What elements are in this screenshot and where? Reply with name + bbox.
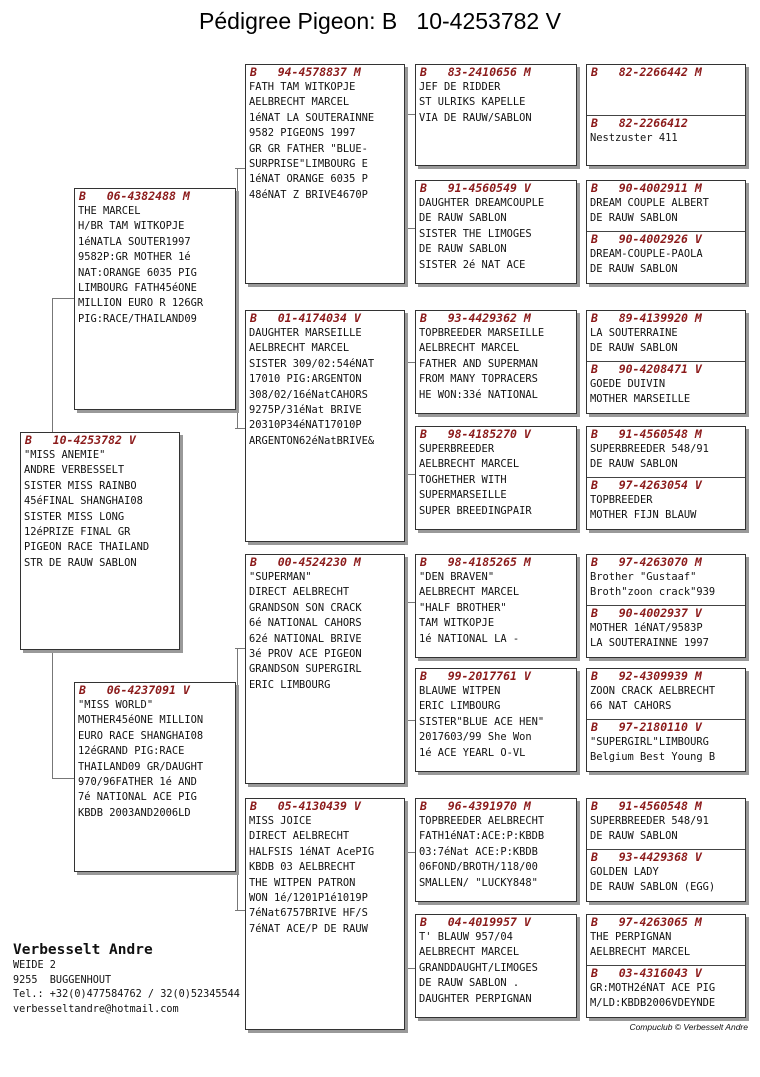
pigeon-description-line: DIRECT AELBRECHT: [249, 586, 350, 599]
pigeon-entry: [416, 181, 576, 273]
pigeon-description-line: STR DE RAUW SABLON: [24, 556, 137, 569]
pigeon-description-line: 1éNAT LA SOUTERAINNE: [249, 111, 375, 124]
ggp-box-5: [415, 554, 577, 658]
pigeon-description-line: AELBRECHT MARCEL: [419, 458, 520, 471]
pigeon-description-line: GRANDDAUGHT/LIMOGES: [419, 961, 538, 974]
ring-number: B 91-4560548 M: [591, 427, 702, 441]
pigeon-description-line: AELBRECHT MARCEL: [419, 586, 520, 599]
ring-number: B 96-4391970 M: [420, 799, 531, 813]
pigeon-description-line: DE RAUW SABLON: [590, 830, 678, 843]
breeder-email-link[interactable]: verbesseltandre@hotmail.com: [13, 1003, 179, 1015]
pigeon-description-line: 1é NATIONAL LA -: [419, 632, 520, 645]
pigeon-description-line: FATHER AND SUPERMAN: [419, 357, 538, 370]
gggp-box-7: [586, 798, 746, 902]
pigeon-description-line: DE RAUW SABLON: [590, 212, 678, 225]
pigeon-description-line: DAUGHTER PERPIGNAN: [419, 992, 532, 1005]
pigeon-description-line: Brother "Gustaaf": [590, 571, 697, 583]
ring-number: B 97-4263065 M: [591, 915, 702, 929]
gggp-box-4: [586, 426, 746, 530]
pigeon-description-line: 1éNATLA SOUTER1997: [78, 235, 191, 248]
ggp-box-6: [415, 668, 577, 772]
pigeon-entry: [587, 311, 745, 361]
ring-number: B 97-2180110 V: [591, 720, 702, 734]
pigeon-description-line: DAUGHTER MARSEILLE: [249, 327, 362, 339]
ring-number: B 98-4185265 M: [420, 555, 531, 569]
pigeon-description-line: KBDB 2003AND2006LD: [78, 806, 191, 819]
pigeon-description-line: EURO RACE SHANGHAI08: [78, 729, 204, 742]
pigeon-description-line: DREAM COUPLE ALBERT: [590, 197, 709, 209]
pigeon-entry: [246, 555, 404, 693]
pigeon-description-line: 48éNAT Z BRIVE4670P: [249, 188, 368, 201]
pigeon-description-line: 9582P:GR MOTHER 1é: [78, 251, 191, 264]
pigeon-description-line: GOLDEN LADY: [590, 866, 659, 878]
ggp-box-7: [415, 798, 577, 902]
pigeon-entry: [587, 719, 745, 772]
breeder-city-line: 9255 BUGGENHOUT: [13, 974, 112, 986]
pigeon-description-line: 66 NAT CAHORS: [590, 700, 672, 713]
pigeon-description-line: GRANDSON SON CRACK: [249, 601, 362, 614]
pigeon-description-line: 6é NATIONAL CAHORS: [249, 617, 362, 630]
pigeon-entry: [246, 799, 404, 937]
pigeon-description-line: THAILAND09 GR/DAUGHT: [78, 760, 204, 773]
pigeon-description-line: SISTER"BLUE ACE HEN": [419, 715, 545, 728]
gggp-box-1: [586, 64, 746, 166]
gggp-box-3: [586, 310, 746, 414]
pigeon-description-line: DREAM-COUPLE-PAOLA: [590, 248, 703, 260]
pigeon-description-line: SUPERBREEDER 548/91: [590, 815, 709, 827]
pigeon-entry: [587, 669, 745, 719]
pigeon-description-line: TOPBREEDER: [590, 494, 653, 506]
ring-number: B 94-4578837 M: [250, 65, 361, 79]
pigeon-description-line: Nestzuster 411: [590, 132, 678, 144]
pigeon-description-line: WON 1é/1201P1é1019P: [249, 892, 368, 905]
ggp-box-8: [415, 914, 577, 1018]
pigeon-entry: [587, 965, 745, 1018]
pigeon-description-line: SISTER MISS LONG: [24, 510, 125, 523]
pigeon-description-line: DE RAUW SABLON .: [419, 977, 520, 990]
pigeon-entry: [587, 605, 745, 658]
dam-box: [74, 682, 236, 872]
pigeon-description-line: TAM WITKOPJE: [419, 617, 495, 630]
gggp-box-8: [586, 914, 746, 1018]
pigeon-description-line: DAUGHTER DREAMCOUPLE: [419, 197, 545, 209]
pigeon-description-line: JEF DE RIDDER: [419, 81, 501, 93]
ring-number: B 00-4524230 M: [250, 555, 361, 569]
pigeon-description-line: FATH TAM WITKOPJE: [249, 81, 356, 93]
pigeon-description-line: HE WON:33é NATIONAL: [419, 388, 538, 401]
ring-number: B 97-4263054 V: [591, 478, 702, 492]
pigeon-description-line: 7é NATIONAL ACE PIG: [78, 791, 197, 804]
pigeon-description-line: ZOON CRACK AELBRECHT: [590, 685, 716, 697]
pigeon-description-line: ERIC LIMBOURG: [249, 678, 331, 691]
pigeon-entry: [587, 231, 745, 284]
breeder-info: [13, 942, 240, 1017]
pigeon-description-line: MOTHER FIJN BLAUW: [590, 509, 697, 522]
pigeon-entry: [246, 65, 404, 203]
pigeon-description-line: NAT:ORANGE 6035 PIG: [78, 266, 197, 279]
pigeon-description-line: BLAUWE WITPEN: [419, 685, 501, 697]
pigeon-description-line: 9275P/31éNat BRIVE: [249, 404, 362, 417]
pigeon-description-line: MOTHER 1éNAT/9583P: [590, 622, 703, 634]
pigeon-description-line: SUPERBREEDER 548/91: [590, 443, 709, 455]
pigeon-description-line: ANDRE VERBESSELT: [24, 464, 125, 477]
pigeon-entry: [416, 65, 576, 126]
pigeon-description-line: MOTHER45éONE MILLION: [78, 714, 204, 727]
ring-number: B 98-4185270 V: [420, 427, 531, 441]
pigeon-entry: [416, 915, 576, 1007]
pigeon-entry: [246, 311, 404, 449]
ring-number: B 90-4002937 V: [591, 606, 702, 620]
pigeon-description-line: ST ULRIKS KAPELLE: [419, 96, 526, 109]
pigeon-description-line: T' BLAUW 957/04: [419, 931, 513, 943]
ring-number: B 93-4429362 M: [420, 311, 531, 325]
ggp-box-2: [415, 180, 577, 284]
pigeon-description-line: AELBRECHT MARCEL: [249, 96, 350, 109]
ring-number: B 03-4316043 V: [591, 966, 702, 980]
pigeon-description-line: SURPRISE"LIMBOURG E: [249, 158, 368, 171]
pigeon-description-line: 12éPRIZE FINAL GR: [24, 526, 131, 539]
sire-box: [74, 188, 236, 410]
pigeon-description-line: 308/02/16éNatCAHORS: [249, 388, 368, 401]
pigeon-description-line: TOPBREEDER MARSEILLE: [419, 327, 545, 339]
ring-number: B 92-4309939 M: [591, 669, 702, 683]
pigeon-entry: [416, 799, 576, 891]
pigeon-description-line: LIMBOURG FATH45éONE: [78, 282, 197, 295]
pigeon-description-line: DE RAUW SABLON: [419, 212, 507, 225]
breeder-name: Verbesselt Andre: [13, 942, 153, 958]
ring-number: B 90-4002926 V: [591, 232, 702, 246]
ring-number: B 04-4019957 V: [420, 915, 531, 929]
ring-number: B 90-4002911 M: [591, 181, 702, 195]
pigeon-description-line: ARGENTON62éNatBRIVE&: [249, 434, 375, 447]
pigeon-description-line: PIG:RACE/THAILAND09: [78, 312, 197, 325]
pigeon-entry: [416, 669, 576, 761]
pigeon-entry: [587, 65, 745, 115]
pigeon-description-line: 1éNAT ORANGE 6035 P: [249, 173, 368, 186]
ring-number: B 05-4130439 V: [250, 799, 361, 813]
pigeon-entry: [416, 555, 576, 647]
pigeon-description-line: SUPERBREEDER: [419, 443, 495, 455]
pigeon-description-line: 06FOND/BROTH/118/00: [419, 861, 538, 874]
pigeon-description-line: 17010 PIG:ARGENTON: [249, 373, 362, 386]
pigeon-description-line: SUPER BREEDINGPAIR: [419, 504, 532, 517]
pigeon-description-line: SISTER 2é NAT ACE: [419, 258, 526, 271]
pigeon-description-line: "MISS ANEMIE": [24, 449, 106, 461]
pigeon-description-line: M/LD:KBDB2006VDEYNDE: [590, 997, 716, 1010]
pigeon-description-line: KBDB 03 AELBRECHT: [249, 861, 356, 874]
pigeon-description-line: 45éFINAL SHANGHAI08: [24, 495, 143, 508]
ring-number: B 01-4174034 V: [250, 311, 361, 325]
pigeon-entry: [416, 427, 576, 519]
pigeon-description-line: "SUPERMAN": [249, 571, 312, 583]
pigeon-description-line: H/BR TAM WITKOPJE: [78, 220, 185, 233]
pigeon-description-line: 9582 PIGEONS 1997: [249, 127, 356, 140]
pigeon-description-line: VIA DE RAUW/SABLON: [419, 111, 532, 124]
pigeon-description-line: LA SOUTERAINNE 1997: [590, 637, 709, 650]
pigeon-description-line: DIRECT AELBRECHT: [249, 830, 350, 843]
pigeon-description-line: DE RAUW SABLON (EGG): [590, 881, 716, 894]
pigeon-description-line: LA SOUTERRAINE: [590, 327, 678, 339]
pigeon-description-line: "HALF BROTHER": [419, 601, 507, 614]
ggp-box-1: [415, 64, 577, 166]
pigeon-description-line: 62é NATIONAL BRIVE: [249, 632, 362, 645]
pigeon-description-line: MISS JOICE: [249, 815, 312, 827]
pigeon-description-line: SISTER 309/02:54éNAT: [249, 357, 375, 370]
ring-number: B 06-4382488 M: [79, 189, 190, 203]
pigeon-description-line: 12éGRAND PIG:RACE: [78, 745, 185, 758]
copyright-footer: Compuclub © Verbesselt Andre: [629, 1022, 748, 1032]
pigeon-entry: [587, 361, 745, 414]
ring-number: B 90-4208471 V: [591, 362, 702, 376]
pigeon-description-line: 3é PROV ACE PIGEON: [249, 648, 362, 661]
pigeon-entry: [587, 115, 745, 166]
ring-number: B 83-2410656 M: [420, 65, 531, 79]
pigeon-description-line: 20310P34éNAT17010P: [249, 419, 362, 432]
pigeon-entry: [587, 181, 745, 231]
pigeon-description-line: THE MARCEL: [78, 205, 141, 217]
ring-number: B 91-4560548 M: [591, 799, 702, 813]
pigeon-entry: [587, 849, 745, 902]
gggp-box-5: [586, 554, 746, 658]
pigeon-description-line: "DEN BRAVEN": [419, 571, 495, 583]
pigeon-description-line: AELBRECHT MARCEL: [249, 342, 350, 355]
pigeon-description-line: "MISS WORLD": [78, 699, 154, 711]
pigeon-entry: [587, 915, 745, 965]
pigeon-description-line: 2017603/99 She Won: [419, 731, 532, 744]
pigeon-description-line: 03:7éNat ACE:P:KBDB: [419, 845, 538, 858]
pigeon-description-line: Broth"zoon crack"939: [590, 586, 716, 599]
breeder-address-line: WEIDE 2: [13, 960, 56, 971]
pigeon-description-line: DE RAUW SABLON: [419, 243, 507, 256]
pigeon-entry: [587, 427, 745, 477]
pigeon-description-line: DE RAUW SABLON: [590, 342, 678, 355]
pigeon-description-line: THE WITPEN PATRON: [249, 876, 356, 889]
ring-number: B 99-2017761 V: [420, 669, 531, 683]
pigeon-entry: [75, 683, 235, 821]
ggp-box-4: [415, 426, 577, 530]
pigeon-description-line: 970/96FATHER 1é AND: [78, 776, 197, 789]
sire-dam-box: [245, 310, 405, 542]
pigeon-description-line: PIGEON RACE THAILAND: [24, 541, 150, 554]
ring-number: B 10-4253782 V: [25, 433, 136, 447]
pigeon-description-line: MILLION EURO R 126GR: [78, 297, 204, 310]
pigeon-description-line: SUPERMARSEILLE: [419, 489, 507, 502]
ring-number: B 91-4560549 V: [420, 181, 531, 195]
pigeon-description-line: DE RAUW SABLON: [590, 263, 678, 276]
gggp-box-2: [586, 180, 746, 284]
page-title: Pédigree Pigeon: B 10-4253782 V: [199, 8, 561, 34]
pigeon-description-line: AELBRECHT MARCEL: [419, 342, 520, 355]
sire-sire-box: [245, 64, 405, 284]
pigeon-entry: [587, 799, 745, 849]
pigeon-description-line: SISTER THE LIMOGES: [419, 227, 532, 240]
ring-number: B 82-2266412: [591, 116, 688, 130]
pigeon-description-line: GRANDSON SUPERGIRL: [249, 663, 362, 676]
pigeon-description-line: Belgium Best Young B: [590, 751, 716, 764]
breeder-phone-line: Tel.: +32(0)477584762 / 32(0)52345544: [13, 989, 240, 1000]
pigeon-description-line: 1é ACE YEARL O-VL: [419, 746, 526, 759]
pigeon-description-line: FROM MANY TOPRACERS: [419, 373, 538, 386]
pigeon-description-line: TOGHETHER WITH: [419, 473, 507, 486]
pigeon-entry: [75, 189, 235, 327]
pigeon-entry: [21, 433, 179, 571]
pigeon-entry: [587, 555, 745, 605]
pigeon-description-line: GOEDE DUIVIN: [590, 378, 666, 390]
pigeon-description-line: SISTER MISS RAINBO: [24, 479, 137, 492]
ring-number: B 89-4139920 M: [591, 311, 702, 325]
ring-number: B 82-2266442 M: [591, 65, 702, 79]
ring-number: B 97-4263070 M: [591, 555, 702, 569]
pigeon-entry: [416, 311, 576, 403]
pigeon-description-line: THE PERPIGNAN: [590, 931, 672, 943]
pigeon-description-line: GR GR FATHER "BLUE-: [249, 142, 368, 155]
pigeon-description-line: MOTHER MARSEILLE: [590, 393, 691, 406]
ggp-box-3: [415, 310, 577, 414]
pigeon-description-line: ERIC LIMBOURG: [419, 700, 501, 713]
pigeon-description-line: SMALLEN/ "LUCKY848": [419, 876, 538, 889]
pigeon-description-line: DE RAUW SABLON: [590, 458, 678, 471]
pigeon-description-line: 7éNAT ACE/P DE RAUW: [249, 922, 368, 935]
pigeon-description-line: TOPBREEDER AELBRECHT: [419, 815, 545, 827]
pigeon-description-line: GR:MOTH2éNAT ACE PIG: [590, 982, 716, 994]
ring-number: B 06-4237091 V: [79, 683, 190, 697]
dam-sire-box: [245, 554, 405, 784]
pigeon-description-line: AELBRECHT MARCEL: [590, 946, 691, 959]
gggp-box-6: [586, 668, 746, 772]
pigeon-subject-box: [20, 432, 180, 650]
pigeon-description-line: HALFSIS 1éNAT AcePIG: [249, 845, 375, 858]
pigeon-description-line: AELBRECHT MARCEL: [419, 946, 520, 959]
dam-dam-box: [245, 798, 405, 1030]
pigeon-description-line: "SUPERGIRL"LIMBOURG: [590, 736, 709, 748]
pigeon-description-line: FATH1éNAT:ACE:P:KBDB: [419, 830, 545, 843]
pigeon-description-line: 7éNat6757BRIVE HF/S: [249, 907, 368, 920]
ring-number: B 93-4429368 V: [591, 850, 702, 864]
pigeon-entry: [587, 477, 745, 530]
